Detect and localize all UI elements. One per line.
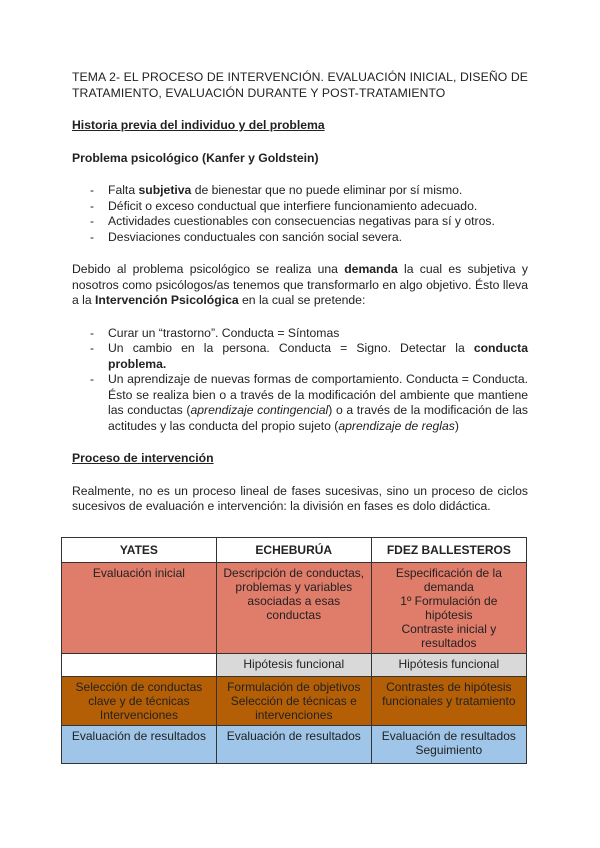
table-row — [62, 677, 527, 726]
paragraph-demand: Debido al problema psicológico se realiza una demanda la cual es subjetiva y nosotros como psicólogos/as tenemos que transformarlo en algo objetivo. Ésto lleva a la Intervención Psicológica en la cual se pretende: — [72, 262, 528, 307]
table-cell: Evaluación inicial — [62, 563, 217, 654]
table-row — [62, 726, 527, 764]
list-item: - Un cambio en la persona. Conducta = Signo. Detectar la conducta problema. — [90, 341, 528, 371]
table-cell — [62, 654, 217, 677]
header-echeburua: ECHEBURÚA — [216, 538, 371, 563]
list-item: - Déficit o exceso conductual que interfiere funcionamiento adecuado. — [90, 198, 478, 213]
aims-list — [72, 326, 528, 435]
table-cell: Selección de conductas clave y de técnicas Intervenciones — [62, 677, 217, 726]
table-row — [62, 563, 527, 654]
table-cell: Formulación de objetivos Selección de técnicas e intervenciones — [216, 677, 371, 726]
document-title: TEMA 2- EL PROCESO DE INTERVENCIÓN. EVALUACIÓN INICIAL, DISEÑO DE TRATAMIENTO, EVALUACIÓN DURANTE Y POST-TRATAMIENTO — [72, 70, 528, 100]
list-item: - Un aprendizaje de nuevas formas de comportamiento. Conducta = Conducta. Ésto se realiza bien o a través de la modificación del ambiente que mantiene las conductas (aprendizaje contingencial) o a través de la modificación de las actitudes y las conducta del propio sujeto (aprendizaje de reglas) — [90, 372, 529, 433]
table-cell: Especificación de la demanda 1º Formulación de hipótesis Contraste inicial y resultados — [371, 563, 526, 654]
section-heading-process: Proceso de intervención — [72, 451, 214, 465]
document-page — [72, 70, 528, 532]
list-item: - Curar un “trastorno”. Conducta = Síntomas — [90, 325, 340, 340]
subheading-psych-problem: Problema psicológico (Kanfer y Goldstein) — [72, 150, 319, 165]
header-fdez-ballesteros: FDEZ BALLESTEROS — [371, 538, 526, 563]
table-cell: Hipótesis funcional — [216, 654, 371, 677]
list-item: - Desviaciones conductuales con sanción social severa. — [90, 229, 403, 244]
table-cell: Evaluación de resultados Seguimiento — [371, 726, 526, 764]
table-cell: Contrastes de hipótesis funcionales y tratamiento — [371, 677, 526, 726]
problem-list — [72, 183, 528, 245]
table-header-row — [62, 538, 527, 563]
table-cell: Evaluación de resultados — [62, 726, 217, 764]
table-cell: Evaluación de resultados — [216, 726, 371, 764]
table-cell: Hipótesis funcional — [371, 654, 526, 677]
process-table — [61, 537, 527, 764]
table-row — [62, 654, 527, 677]
paragraph-process: Realmente, no es un proceso lineal de fases sucesivas, sino un proceso de ciclos sucesivos de evaluación e intervención: la división en fases es dolo didáctica. — [72, 483, 528, 513]
table-cell: Descripción de conductas, problemas y variables asociadas a esas conductas — [216, 563, 371, 654]
list-item: - Actividades cuestionables con consecuencias negativas para sí y otros. — [90, 214, 495, 228]
list-item: - Falta subjetiva de bienestar que no puede eliminar por sí mismo. — [90, 183, 463, 197]
header-yates: YATES — [62, 538, 217, 563]
section-heading-history: Historia previa del individuo y del problema — [72, 118, 325, 132]
